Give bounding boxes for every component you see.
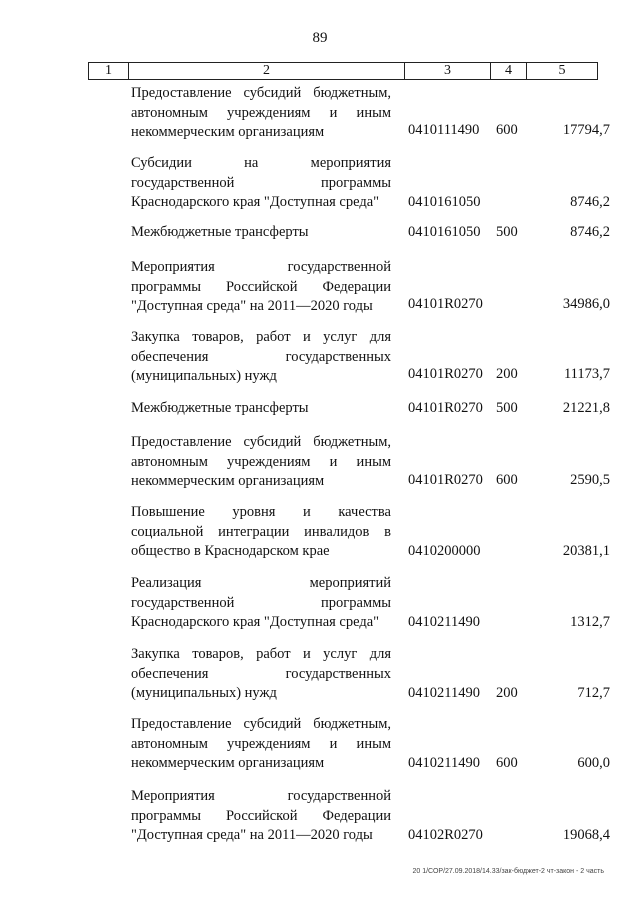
row-code: 0410211490	[408, 685, 480, 701]
row-description: Предоставление субсидий бюджетным, автономным учреждениям и иным некоммерческим организациям	[131, 716, 391, 771]
row-code: 0410111490	[408, 122, 480, 138]
header-col-1: 1	[89, 63, 129, 79]
row-amount: 8746,2	[570, 194, 610, 210]
page-number: 89	[312, 30, 328, 46]
row-code: 04101R0270	[408, 296, 483, 312]
header-col-3: 3	[405, 63, 491, 79]
row-description: Предоставление субсидий бюджетным, автономным учреждениям и иным некоммерческим организациям	[131, 85, 391, 140]
row-code: 04101R0270	[408, 400, 483, 416]
row-expense-type: 200	[496, 366, 518, 382]
row-description: Закупка товаров, работ и услуг для обеспечения государственных (муниципальных) нужд	[131, 646, 391, 701]
row-code: 0410161050	[408, 224, 481, 240]
row-amount: 17794,7	[562, 122, 610, 138]
header-col-2: 2	[129, 63, 405, 79]
row-description: Реализация мероприятий государственной программы Краснодарского края "Доступная среда"	[131, 575, 391, 630]
row-amount: 19068,4	[562, 827, 610, 843]
row-expense-type: 600	[496, 122, 518, 138]
table-header	[88, 62, 598, 80]
row-amount: 1312,7	[570, 614, 610, 630]
row-code: 04101R0270	[408, 366, 483, 382]
row-code: 0410211490	[408, 755, 480, 771]
row-description: Межбюджетные трансферты	[131, 224, 309, 240]
row-amount: 34986,0	[562, 296, 610, 312]
row-amount: 11173,7	[563, 366, 610, 382]
row-description: Предоставление субсидий бюджетным, автономным учреждениям и иным некоммерческим организациям	[131, 434, 391, 489]
row-code: 0410200000	[408, 543, 481, 559]
row-amount: 21221,8	[562, 400, 610, 416]
row-description: Субсидии на мероприятия государственной программы Краснодарского края "Доступная среда"	[131, 155, 391, 210]
row-expense-type: 600	[496, 472, 518, 488]
row-amount: 8746,2	[570, 224, 610, 240]
row-expense-type: 600	[496, 755, 518, 771]
row-code: 04102R0270	[408, 827, 483, 843]
row-description: Межбюджетные трансферты	[131, 400, 309, 416]
row-expense-type: 500	[496, 400, 518, 416]
row-amount: 712,7	[577, 685, 610, 701]
row-description: Закупка товаров, работ и услуг для обеспечения государственных (муниципальных) нужд	[131, 329, 391, 384]
row-description: Мероприятия государственной программы Российской Федерации "Доступная среда" на 2011—2020 годы	[131, 788, 391, 843]
row-description: Повышение уровня и качества социальной интеграции инвалидов в общество в Краснодарском крае	[131, 504, 391, 559]
header-col-4: 4	[491, 63, 527, 79]
row-amount: 20381,1	[562, 543, 610, 559]
footer-file-path: 20 1/СОР/27.09.2018/14.33/зак-бюджет-2 чт-закон - 2 часть	[412, 868, 604, 875]
row-amount: 600,0	[577, 755, 610, 771]
row-amount: 2590,5	[570, 472, 610, 488]
row-code: 04101R0270	[408, 472, 483, 488]
header-col-5: 5	[558, 63, 566, 78]
row-expense-type: 500	[496, 224, 518, 240]
row-description: Мероприятия государственной программы Российской Федерации "Доступная среда" на 2011—2020 годы	[131, 259, 391, 314]
row-code: 0410211490	[408, 614, 480, 630]
row-code: 0410161050	[408, 194, 481, 210]
row-expense-type: 200	[496, 685, 518, 701]
